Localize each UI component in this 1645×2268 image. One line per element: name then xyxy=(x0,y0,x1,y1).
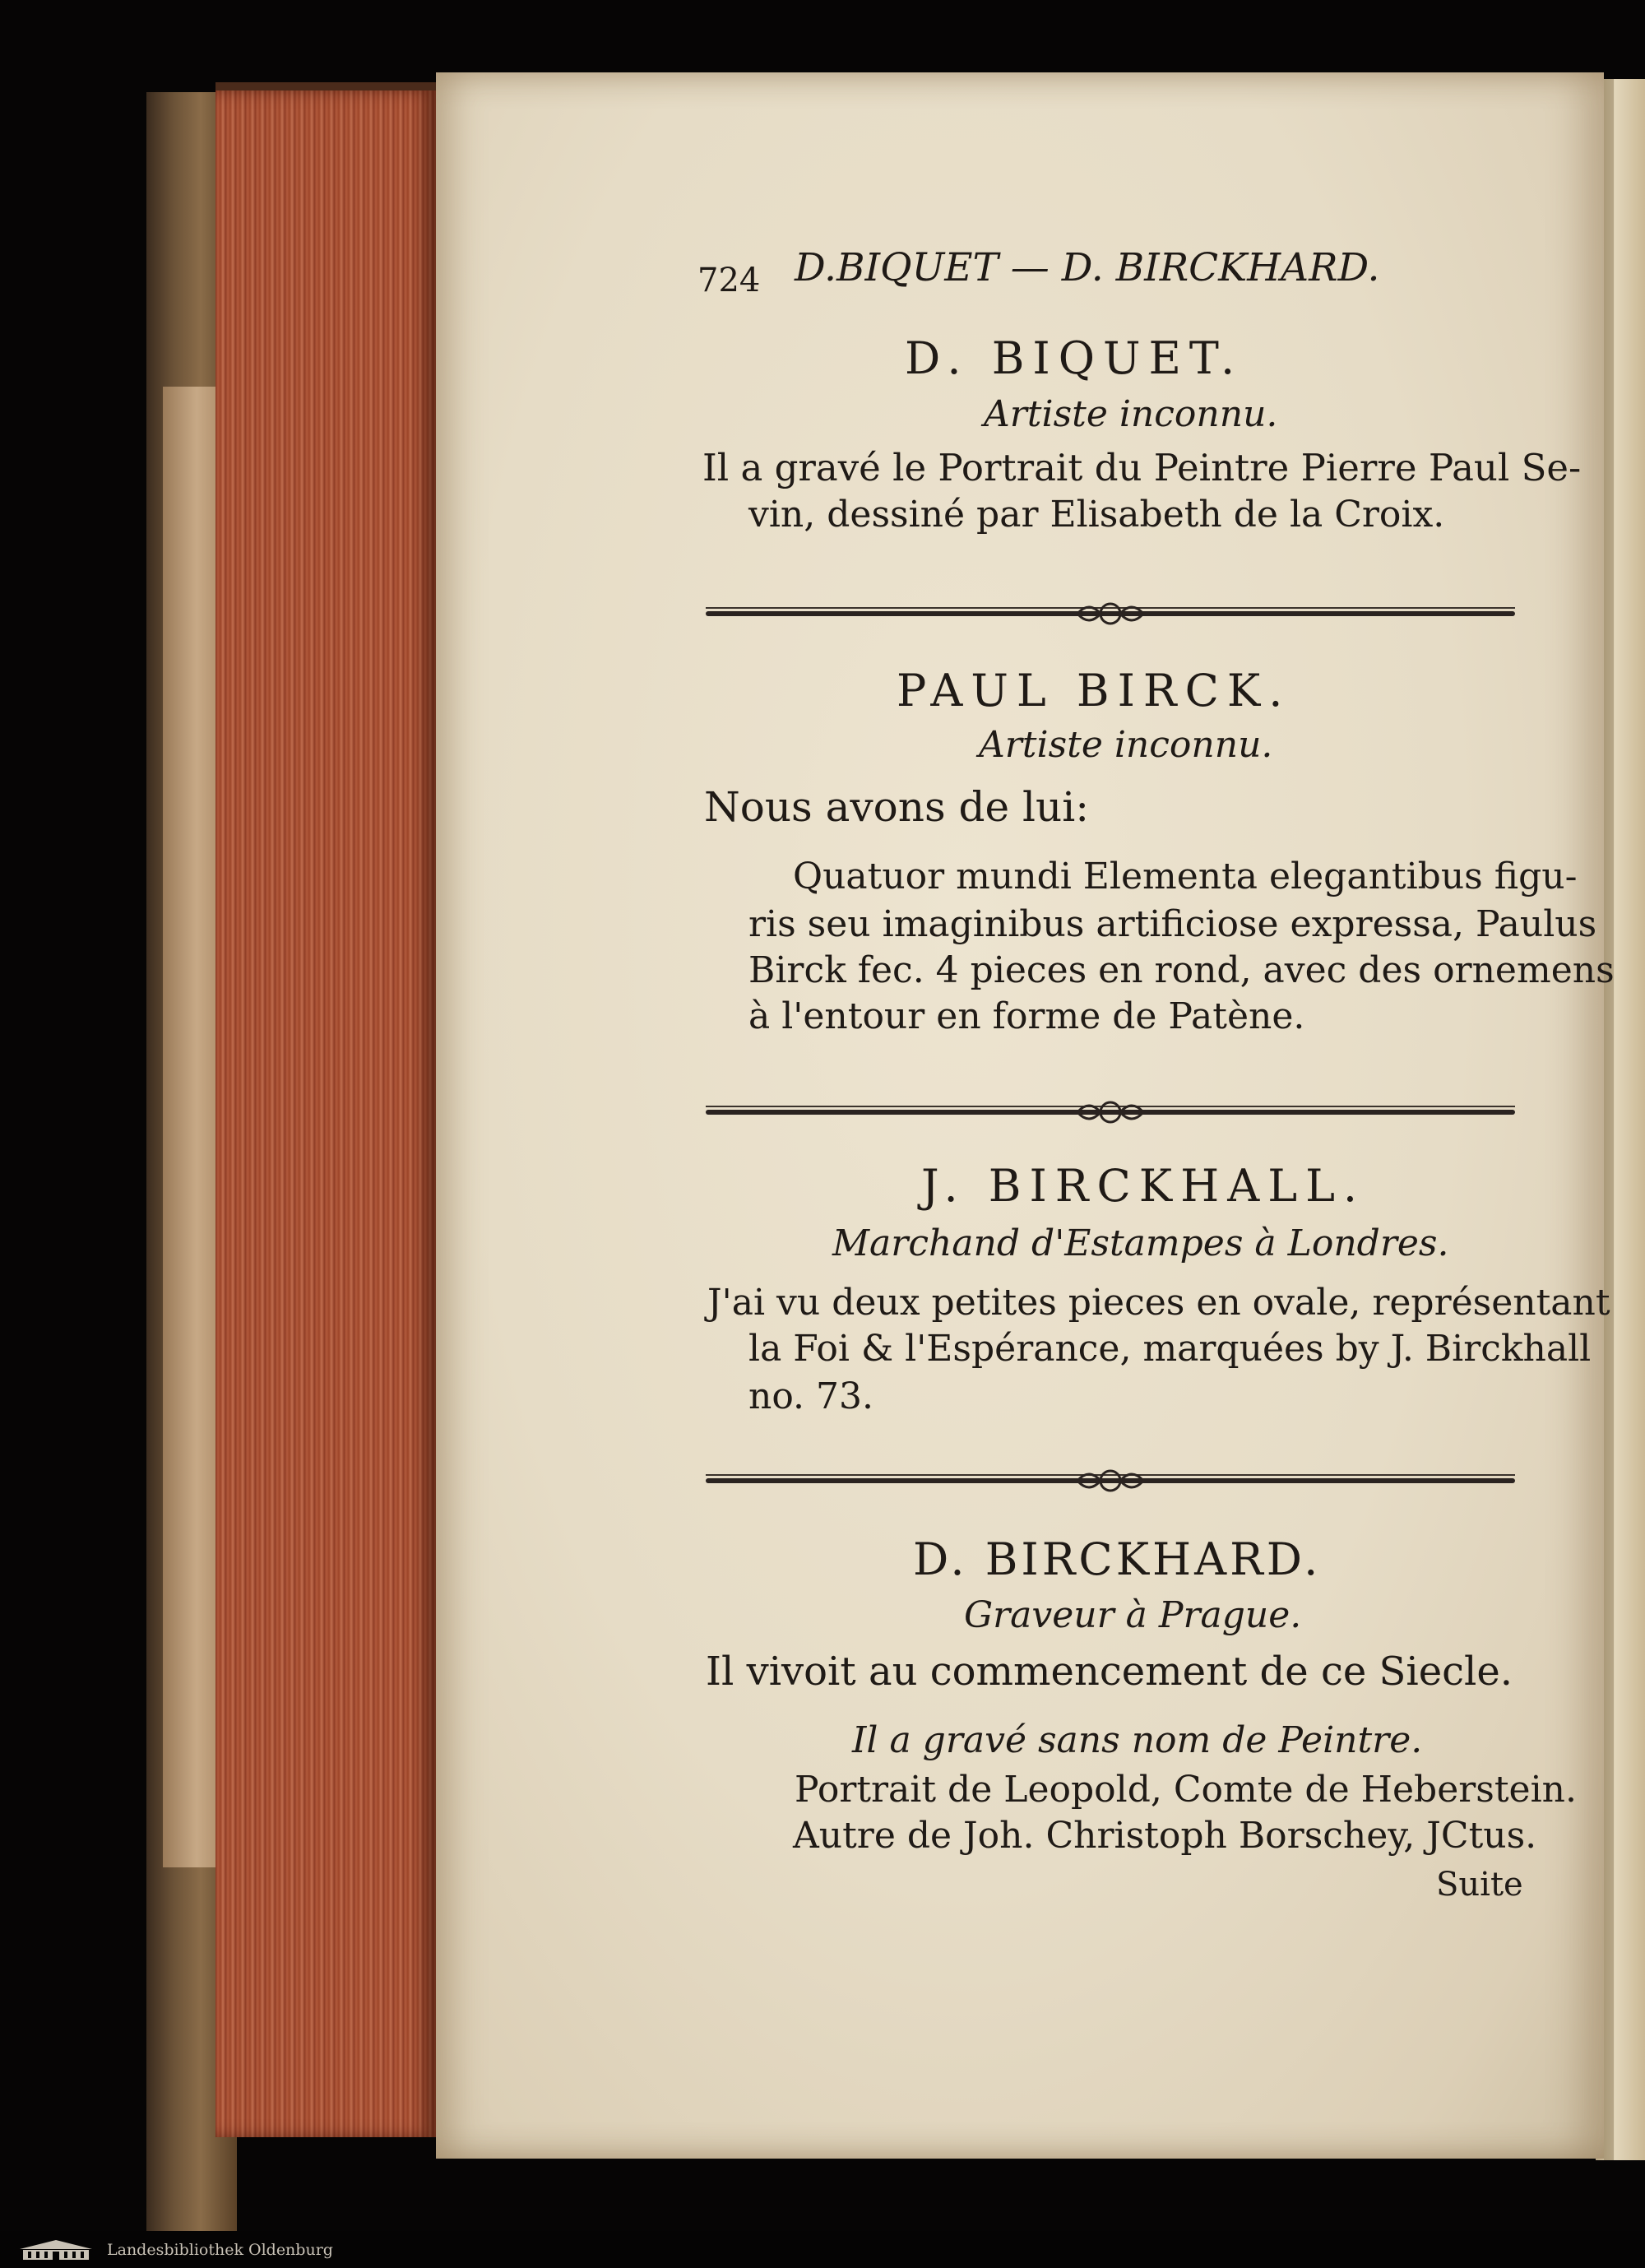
entry-text-line: Autre de Joh. Christoph Borschey, JCtus. xyxy=(793,1815,1537,1857)
ornamental-rule xyxy=(706,1474,1515,1487)
entry-text-line: vin, dessiné par Elisabeth de la Croix. xyxy=(748,494,1445,536)
entry-text-line: J'ai vu deux petites pieces en ovale, représentant xyxy=(707,1282,1610,1324)
entry-intro-birck: Nous avons de lui: xyxy=(704,783,1090,831)
entry-heading-birckhard: D. BIRCKHARD. xyxy=(913,1533,1322,1585)
running-head xyxy=(795,245,1379,290)
footer-label: Landesbibliothek Oldenburg xyxy=(107,2241,333,2259)
entry-text-line: no. 73. xyxy=(748,1375,874,1417)
ornamental-rule xyxy=(706,1106,1515,1119)
catchword: Suite xyxy=(1436,1866,1523,1904)
rule-ornament-icon xyxy=(1077,599,1143,628)
entry-subtitle-birckhall: Marchand d'Estampes à Londres. xyxy=(832,1222,1449,1264)
entry-text-line: Portrait de Leopold, Comte de Heberstein. xyxy=(795,1769,1577,1811)
entry-subtitle-birck: Artiste inconnu. xyxy=(979,724,1273,766)
running-title: D.BIQUET — D. BIRCKHARD. xyxy=(795,245,1380,290)
entry-text-line: Birck fec. 4 pieces en rond, avec des ornemens xyxy=(748,949,1615,991)
entry-text-line: Il a gravé le Portrait du Peintre Pierre Paul Se- xyxy=(702,446,1582,489)
book-page-edge xyxy=(215,90,439,2137)
gutter-shadow xyxy=(1604,79,1614,2160)
rule-ornament-icon xyxy=(1077,1097,1143,1127)
entry-note-birckhard: Il a gravé sans nom de Peintre. xyxy=(852,1719,1423,1761)
entry-subtitle-biquet: Artiste inconnu. xyxy=(984,393,1278,435)
library-building-icon xyxy=(15,2238,97,2262)
page-number: 724 xyxy=(697,262,761,299)
entry-text-line: ris seu imaginibus artificiose expressa, Paulus xyxy=(748,903,1597,945)
entry-text-line: la Foi & l'Espérance, marquées by J. Birckhall xyxy=(748,1328,1592,1370)
entry-subtitle-birckhard: Graveur à Prague. xyxy=(964,1594,1302,1636)
entry-text-line: Quatuor mundi Elementa elegantibus figu- xyxy=(793,856,1578,897)
ornamental-rule xyxy=(706,607,1515,620)
entry-heading-birck: PAUL BIRCK. xyxy=(897,665,1291,717)
entry-text-line: à l'entour en forme de Patène. xyxy=(748,995,1305,1037)
entry-heading-birckhall: J. BIRCKHALL. xyxy=(921,1160,1366,1212)
entry-heading-biquet: D. BIQUET. xyxy=(905,332,1244,384)
rule-ornament-icon xyxy=(1077,1466,1143,1496)
entry-intro-birckhard: Il vivoit au commencement de ce Siecle. xyxy=(706,1649,1513,1695)
